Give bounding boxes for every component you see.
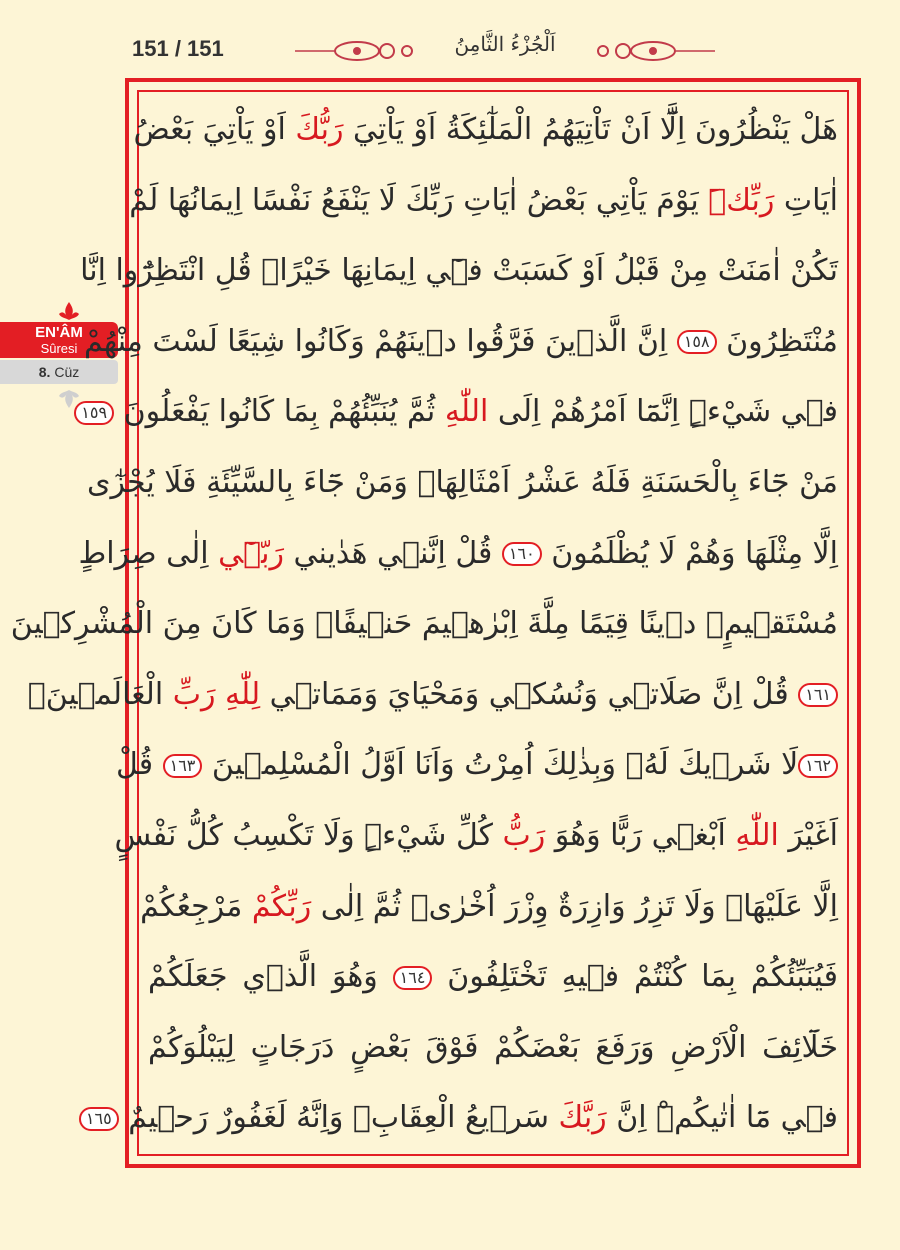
verse-line: [10, 589, 838, 660]
juz-title: اَلْجُزْءُ الثَّامِنُ: [454, 32, 556, 56]
divine-name-highlight: رَبِّكُمْ: [251, 888, 312, 924]
page-header: [120, 30, 865, 75]
verse-text: وَهُوَ الَّذٖي جَعَلَكُمْ: [148, 959, 393, 995]
verse-line: [148, 1013, 838, 1084]
verse-text: اِلَّا مِثْلَهَا وَهُمْ لَا يُظْلَمُونَ: [541, 535, 838, 571]
verse-text: قُلْ: [115, 747, 163, 783]
verse-line: [78, 519, 838, 590]
verse-text: فَيُنَبِّئُكُمْ بِمَا كُنْتُمْ فٖيهِ تَخْتَلِفُونَ: [432, 959, 838, 995]
verse-line: [114, 801, 838, 872]
verse-number-marker: ١٦٤: [393, 966, 433, 990]
verse-line: [140, 872, 838, 943]
verse-number-marker: ١٥٨: [677, 330, 717, 354]
verse-text: اٰيَاتِ: [774, 182, 838, 218]
divine-name-highlight: رَبَّكَ: [558, 1100, 607, 1136]
verse-text: خَلَٓائِفَ الْاَرْضِ وَرَفَعَ بَعْضَكُمْ فَوْقَ بَعْضٍ دَرَجَاتٍ لِيَبْلُوَكُمْ: [148, 1029, 838, 1065]
verse-line: [87, 448, 838, 519]
verse-text: اِنَّ الَّذٖينَ فَرَّقُوا دٖينَهُمْ وَكَانُوا شِيَعًا لَسْتَ مِنْهُمْ: [83, 323, 677, 359]
verse-text: كُلِّ شَيْءٍۜ وَلَا تَكْسِبُ كُلُّ نَفْسٍ: [114, 817, 503, 853]
verse-text: هَلْ يَنْظُرُونَ اِلَّٓا اَنْ تَاْتِيَهُمُ الْمَلٰٓئِكَةُ اَوْ يَاْتِيَ: [343, 112, 838, 147]
divine-name-highlight: رَبِّكَۜ: [708, 182, 775, 218]
verse-text: قُلْ اِنَّنٖي هَدٰيني: [283, 535, 502, 571]
verse-number-marker: ١٦٥: [79, 1107, 119, 1131]
divine-name-highlight: اللّٰهِ: [444, 394, 489, 430]
verse-text: مُسْتَقٖيمٍۚ دٖينًا قِيَمًا مِلَّةَ اِبْرٰهٖيمَ حَنٖيفًاۚ وَمَا كَانَ مِنَ الْمُشْرِكٖينَ: [10, 606, 838, 642]
divine-name-highlight: لِلّٰهِ رَبِّ: [172, 676, 261, 712]
page-number: 151 / 151: [132, 36, 224, 61]
verse-number-marker: ١٦٢: [798, 754, 838, 778]
verse-line: [133, 95, 838, 166]
surah-name: EN'ÂM: [35, 324, 83, 341]
verse-text: قُلْ اِنَّ صَلَاتٖي وَنُسُكٖي وَمَحْيَايَ وَمَمَاتٖي: [260, 676, 799, 712]
surah-label: Sûresi: [40, 341, 78, 356]
verse-text: اَوْ يَاْتِيَ بَعْضُ: [133, 112, 296, 147]
verse-text: اِلَّا عَلَيْهَاۚ وَلَا تَزِرُ وَازِرَةٌ وِزْرَ اُخْرٰىۚ ثُمَّ اِلٰى: [311, 888, 838, 924]
divine-name-highlight: رَبّٖٓي: [218, 535, 284, 571]
verse-text: اَغَيْرَ: [778, 817, 838, 853]
verse-number-marker: ١٦٣: [163, 754, 203, 778]
verse-text: فٖي شَيْءٍۜ اِنَّمَٓا اَمْرُهُمْ اِلَى: [488, 394, 838, 430]
ornament-right-icon: [590, 40, 715, 62]
lily-ornament-icon: [57, 300, 81, 324]
divine-name-highlight: اللّٰهِ: [735, 817, 779, 853]
verse-line: [80, 236, 838, 307]
verse-line: [81, 377, 838, 448]
verse-text: فٖي مَٓا اٰتٰيكُمْۜ اِنَّ: [606, 1100, 838, 1136]
verse-line: [27, 660, 838, 731]
verse-line: [148, 942, 838, 1013]
juz-label: Cüz: [54, 364, 80, 380]
verse-text: ثُمَّ يُنَبِّئُهُمْ بِمَا كَانُوا يَفْعَلُونَ: [114, 394, 445, 430]
verse-text: اَبْغٖي رَبًّا وَهُوَ: [545, 817, 736, 853]
divine-name-highlight: رَبُّكَ: [295, 112, 344, 147]
ornament-left-icon: [295, 40, 420, 62]
verse-text: اِلٰى صِرَاطٍ: [78, 535, 219, 571]
verse-line: [129, 166, 838, 237]
verse-text: لَا شَرٖيكَ لَهُۚ وَبِذٰلِكَ اُمِرْتُ وَاَنَا اَوَّلُ الْمُسْلِمٖينَ: [202, 747, 799, 783]
verse-number-marker: ١٦١: [798, 683, 838, 707]
verse-text: يَوْمَ يَاْتِي بَعْضُ اٰيَاتِ رَبِّكَ لَا يَنْفَعُ نَفْسًا اِيمَانُهَا لَمْ: [129, 182, 709, 218]
divine-name-highlight: رَبُّ: [502, 817, 546, 853]
juz-number: 8.: [38, 364, 51, 380]
verse-number-marker: ١٦٠: [502, 542, 542, 566]
verse-text: مَرْجِعُكُمْ: [140, 888, 252, 924]
verse-number-marker: ١٥٩: [74, 401, 114, 425]
verse-text: تَكُنْ اٰمَنَتْ مِنْ قَبْلُ اَوْ كَسَبَتْ فٖٓي اِيمَانِهَا خَيْرًاۜ قُلِ انْتَظِرُٓوا اِنَّا: [80, 253, 838, 289]
verse-line: [83, 307, 838, 378]
verse-text: مُنْتَظِرُونَ: [716, 323, 838, 359]
verse-text: مَنْ جَٓاءَ بِالْحَسَنَةِ فَلَهُ عَشْرُ اَمْثَالِهَاۚ وَمَنْ جَٓاءَ بِالسَّيِّئَةِ فَلَا يُجْزٰٓى: [87, 464, 838, 500]
verse-text: الْعَالَمٖينَۙ: [27, 676, 173, 712]
verse-line: [85, 1083, 838, 1154]
verse-text: سَرٖيعُ الْعِقَابِۘ وَاِنَّهُ لَغَفُورٌ رَحٖيمٌ: [118, 1100, 559, 1136]
verse-line: [115, 730, 838, 801]
